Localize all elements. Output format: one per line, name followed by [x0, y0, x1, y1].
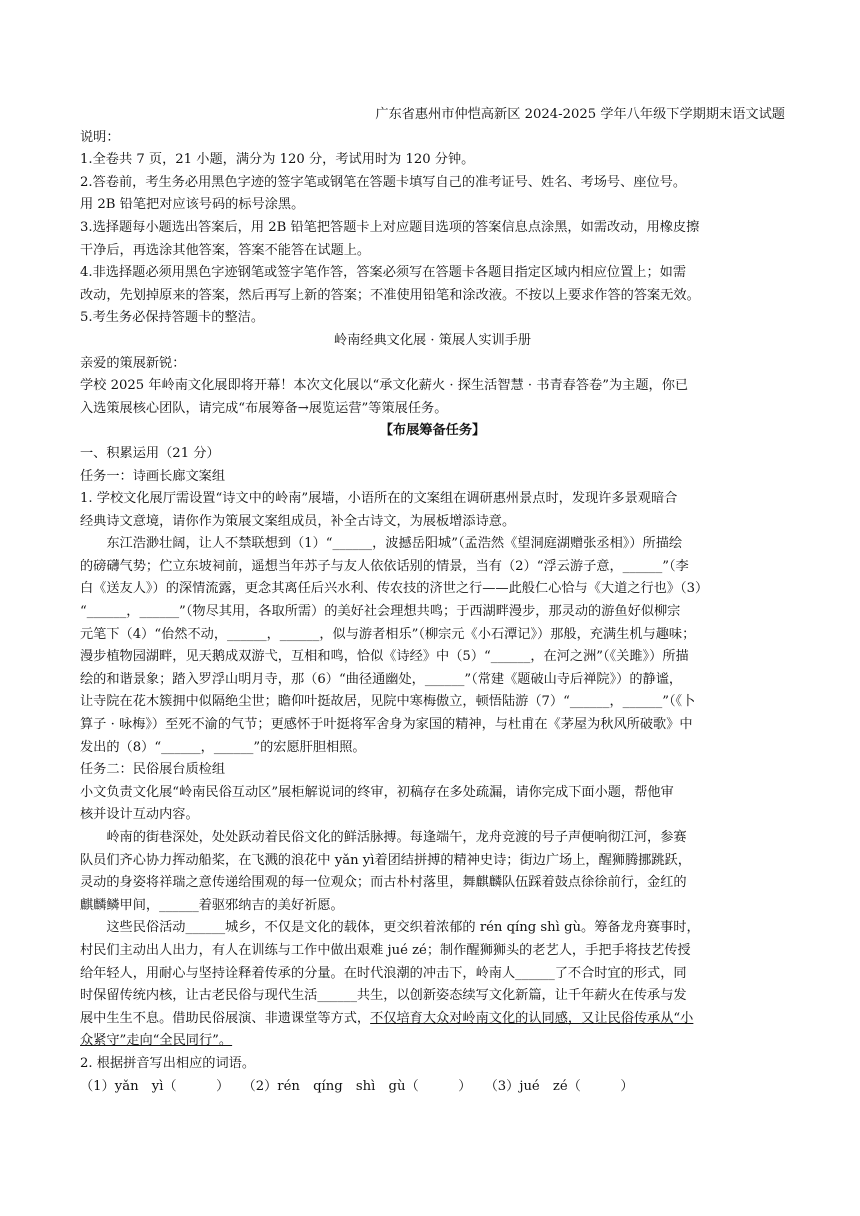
passage-plain-text: 展中生生不息。借助民俗展演、非遗课堂等方式，	[80, 1010, 371, 1026]
q1-line: 发出的（8）“______，______”的宏愿肝胆相照。	[80, 739, 366, 755]
task2-intro-line: 核并设计互动内容。	[80, 807, 199, 823]
q1-line: 经典诗文意境，请你作为策展文案组成员，补全古诗文，为展板增添诗意。	[80, 513, 516, 529]
task2-intro-line: 小文负责文化展“岭南民俗互动区”展柜解说词的终审，初稿存在多处疏漏，请你完成下面小题，帮他审	[80, 784, 674, 800]
q1-line: 算子 · 咏梅》）至死不渝的气节；更感怀于叶挺将军舍身为家国的精神，与杜甫在《茅屋为秋风所破歌》中	[80, 717, 693, 733]
q1-line: “______，______”（物尽其用，各取所需）的美好社会理想共鸣；于西湖畔漫步，那灵动的游鱼好似柳宗	[80, 604, 681, 620]
note-line: 4.非选择题必须用黑色字迹钢笔或签字笔作答，答案必须写在答题卡各题目指定区域内相应位置上；如需	[80, 265, 687, 281]
intro-line: 入选策展核心团队，请完成“布展筹备→展览运营”等策展任务。	[80, 400, 448, 416]
exam-title: 广东省惠州市仲恺高新区 2024-2025 学年八年级下学期期末语文试题	[375, 107, 785, 122]
note-line: 干净后，再选涂其他答案，答案不能答在试题上。	[80, 242, 371, 258]
passage-line: 时保留传统内核，让古老民俗与现代生活______共生，以创新姿态续写文化新篇，让千年薪火在传承与发	[80, 988, 687, 1004]
q1-line: 绘的和谐景象；踏入罗浮山明月寺，那（6）“曲径通幽处，______”（常建《题破山寺后禅院》）的静谧，	[80, 671, 683, 687]
passage-line: 麒麟鳞甲间，______着驱邪纳吉的美好祈愿。	[80, 897, 344, 913]
note-line: 改动，先划掉原来的答案，然后再写上新的答案；不准使用铅笔和涂改液。不按以上要求作答的答案无效。	[80, 287, 700, 303]
underlined-sentence: 不仅培育大众对岭南文化的认同感，又让民俗传承从“小	[370, 1010, 694, 1026]
intro-line: 学校 2025 年岭南文化展即将开幕！本次文化展以“承文化薪火 · 探生活智慧 · 书青春答卷”为主题，你已	[80, 378, 689, 394]
manual-title: 岭南经典文化展 · 策展人实训手册	[333, 332, 532, 348]
q1-line: 让寺院在花木簇拥中似隔绝尘世；瞻仰叶挺故居，见院中寒梅傲立，顿悟陆游（7）“______，______”（《卜	[80, 694, 696, 710]
task-header: 【布展筹备任务】	[379, 423, 486, 439]
underlined-sentence-end: 众紧守”走向“全民同行”。	[80, 1033, 233, 1049]
task1-heading: 任务一：诗画长廊文案组	[80, 468, 226, 484]
note-line: 3.选择题每小题选出答案后，用 2B 铅笔把答题卡上对应题目选项的答案信息点涂黑，如需改动，用橡皮擦	[80, 219, 700, 235]
note-line: 用 2B 铅笔把对应该号码的标号涂黑。	[80, 197, 305, 213]
q1-line: 漫步植物园湖畔，见天鹅成双游弋，互相和鸣，恰似《诗经》中（5）“______，在河之洲”（《关雎》）所描	[80, 649, 689, 665]
greeting: 亲爱的策展新锐：	[80, 355, 186, 371]
passage-line: 村民们主动出人出力，有人在训练与工作中做出艰难 jué zé；制作醒狮狮头的老艺人，手把手将技艺传授	[80, 942, 691, 958]
passage-line-with-underline	[80, 1008, 785, 1031]
q2-answer-blanks: （1）yǎn yì（ ） （2）rén qíng shì gù（ ） （3）jué zé（ ）	[80, 1078, 634, 1094]
section-heading: 一、积累运用（21 分）	[80, 445, 220, 461]
passage-line: 给年轻人，用耐心与坚持诠释着传承的分量。在时代浪潮的冲击下，岭南人______了不合时宜的形式，同	[80, 965, 687, 981]
q1-line: 的磅礴气势；伫立东坡祠前，遥想当年苏子与友人依依话别的情景，当有（2）“浮云游子意，______”（李	[80, 558, 689, 574]
passage-line: 岭南的街巷深处，处处跃动着民俗文化的鲜活脉搏。每逢端午，龙舟竞渡的号子声便响彻江河，参赛	[80, 830, 687, 845]
q1-line: 白《送友人》）的深情流露，更念其离任后兴水利、传农技的济世之行——此般仁心恰与《大道之行也》（3）	[80, 581, 709, 597]
passage-line: 灵动的身姿将祥瑞之意传递给围观的每一位观众；而古朴村落里，舞麒麟队伍踩着鼓点徐徐前行，金红的	[80, 875, 687, 891]
passage-line: 队员们齐心协力挥动船桨，在飞溅的浪花中 yǎn yì着团结拼搏的精神史诗；街边广场上，醒狮腾挪跳跃，	[80, 852, 691, 868]
passage-final-line	[80, 1030, 785, 1053]
task2-heading: 任务二：民俗展台质检组	[80, 762, 226, 778]
note-line: 5.考生务必保持答题卡的整洁。	[80, 310, 265, 326]
exam-page	[80, 104, 785, 1098]
q1-line: 元笔下（4）“佁然不动，______，______，似与游者相乐”（柳宗元《小石潭记》）那般，充满生机与趣味；	[80, 626, 696, 642]
passage-line: 这些民俗活动______城乡，不仅是文化的载体，更交织着浓郁的 rén qíng shì gù。筹备龙舟赛事时，	[80, 920, 700, 936]
note-line: 1.全卷共 7 页，21 小题，满分为 120 分，考试用时为 120 分钟。	[80, 152, 475, 168]
note-line: 2.答卷前，考生务必用黑色字迹的签字笔或钢笔在答题卡填写自己的准考证号、姓名、考场号、座位号。	[80, 174, 687, 190]
q1-line: 1. 学校文化展厅需设置“诗文中的岭南”展墙，小语所在的文案组在调研惠州景点时，发现许多景观暗合	[80, 491, 678, 507]
q1-line: 东江浩渺壮阔，让人不禁联想到（1）“______，波撼岳阳城”（孟浩然《望洞庭湖赠张丞相》）所描绘	[80, 536, 683, 552]
notes-heading: 说明：	[80, 129, 120, 145]
q2-heading: 2. 根据拼音写出相应的词语。	[80, 1055, 256, 1071]
